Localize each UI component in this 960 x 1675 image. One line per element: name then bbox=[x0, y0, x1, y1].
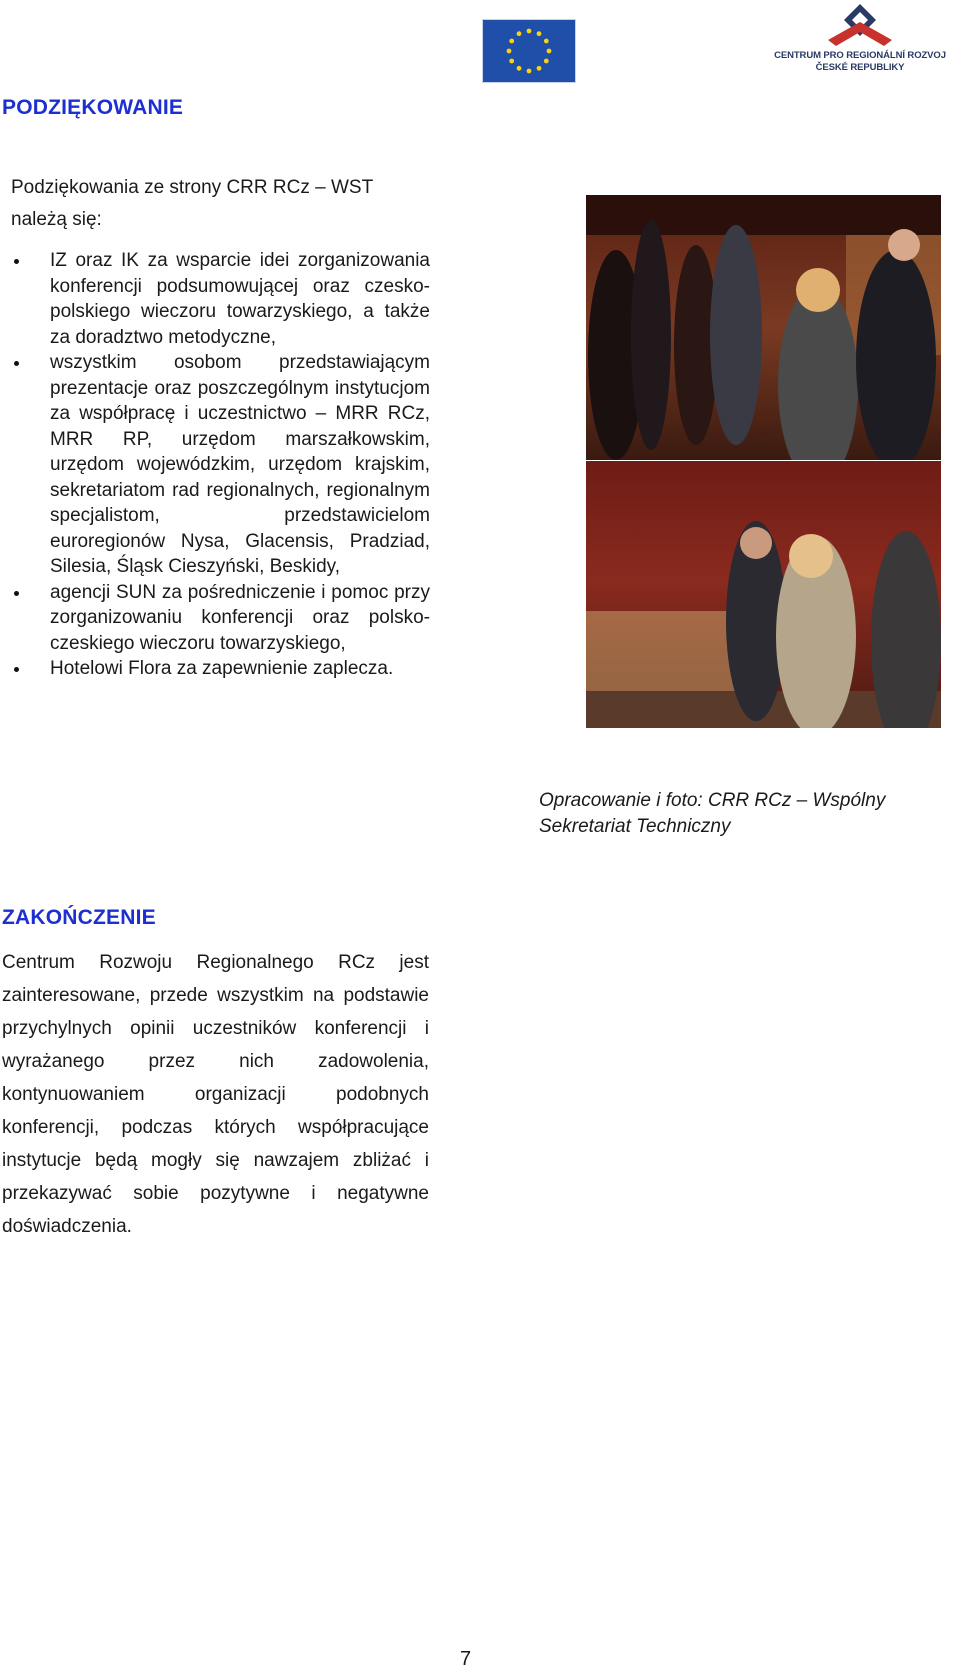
acknowledgements-heading: PODZIĘKOWANIE bbox=[2, 96, 184, 119]
crr-logo bbox=[770, 2, 950, 80]
conclusion-heading: ZAKOŃCZENIE bbox=[2, 906, 156, 929]
list-item-text: IZ oraz IK za wsparcie idei zorganizowania konferencji podsumowującej oraz czesko-polskiego wieczoru towarzyskiego, a także za doradztwo metodyczne, bbox=[50, 250, 430, 348]
event-photo-2 bbox=[586, 461, 941, 728]
eu-star-icon bbox=[547, 49, 552, 54]
bullet-icon bbox=[14, 361, 19, 366]
eu-star-icon bbox=[544, 59, 549, 64]
acknowledgements-intro: Podziękowania ze strony CRR RCz – WST należą się: bbox=[11, 177, 373, 230]
list-item bbox=[50, 350, 430, 580]
eu-star-icon bbox=[517, 66, 522, 71]
list-item bbox=[50, 248, 430, 350]
eu-flag-icon bbox=[483, 20, 575, 82]
photo-caption: Opracowanie i foto: CRR RCz – Wspólny Sekretariat Techniczny bbox=[539, 790, 886, 837]
eu-star-icon bbox=[507, 49, 512, 54]
eu-star-icon bbox=[509, 59, 514, 64]
list-item bbox=[50, 656, 430, 682]
eu-star-icon bbox=[537, 66, 542, 71]
eu-star-icon bbox=[517, 31, 522, 36]
acknowledgements-list bbox=[50, 248, 430, 682]
list-item-text: agencji SUN za pośredniczenie i pomoc przy zorganizowaniu konferencji oraz polsko-czeskiego wieczoru towarzyskiego, bbox=[50, 581, 430, 654]
eu-star-icon bbox=[527, 69, 532, 74]
list-item-text: Hotelowi Flora za zapewnienie zaplecza. bbox=[50, 658, 394, 679]
conclusion-text: Centrum Rozwoju Regionalnego RCz jest zainteresowane, przede wszystkim na podstawie przychylnych opinii uczestników konferencji i wyrażanego przez nich zadowolenia, kontynuowaniem organizacji podobnych konferencji, podczas których współpracujące instytucje będą mogły się nawzajem zbliżać i przekazywać sobie pozytywne i negatywne doświadczenia. bbox=[2, 952, 429, 1237]
list-item-text: wszystkim osobom przedstawiającym prezentacje oraz poszczególnym instytucjom za współpracę i uczestnictwo – MRR RCz, MRR RP, urzędom marszałkowskim, urzędom wojewódzkim, urzędom krajskim, sekretariatom rad regionalnych, regionalnym specjalistom, przedstawicielom euroregionów Nysa, Glacensis, Pradziad, Silesia, Śląsk Cieszyński, Beskidy, bbox=[50, 352, 430, 577]
crr-logo-line1: CENTRUM PRO REGIONÁLNÍ ROZVOJ bbox=[774, 50, 946, 61]
bullet-icon bbox=[14, 667, 19, 672]
eu-star-icon bbox=[537, 31, 542, 36]
crr-diamond-icon bbox=[818, 2, 902, 50]
bullet-icon bbox=[14, 591, 19, 596]
bullet-icon bbox=[14, 259, 19, 264]
eu-star-icon bbox=[527, 29, 532, 34]
list-item bbox=[50, 580, 430, 657]
eu-star-icon bbox=[544, 39, 549, 44]
page-number: 7 bbox=[460, 1648, 472, 1670]
eu-star-icon bbox=[509, 39, 514, 44]
event-photo-1 bbox=[586, 195, 941, 460]
crr-logo-line2: ČESKÉ REPUBLIKY bbox=[815, 62, 905, 73]
